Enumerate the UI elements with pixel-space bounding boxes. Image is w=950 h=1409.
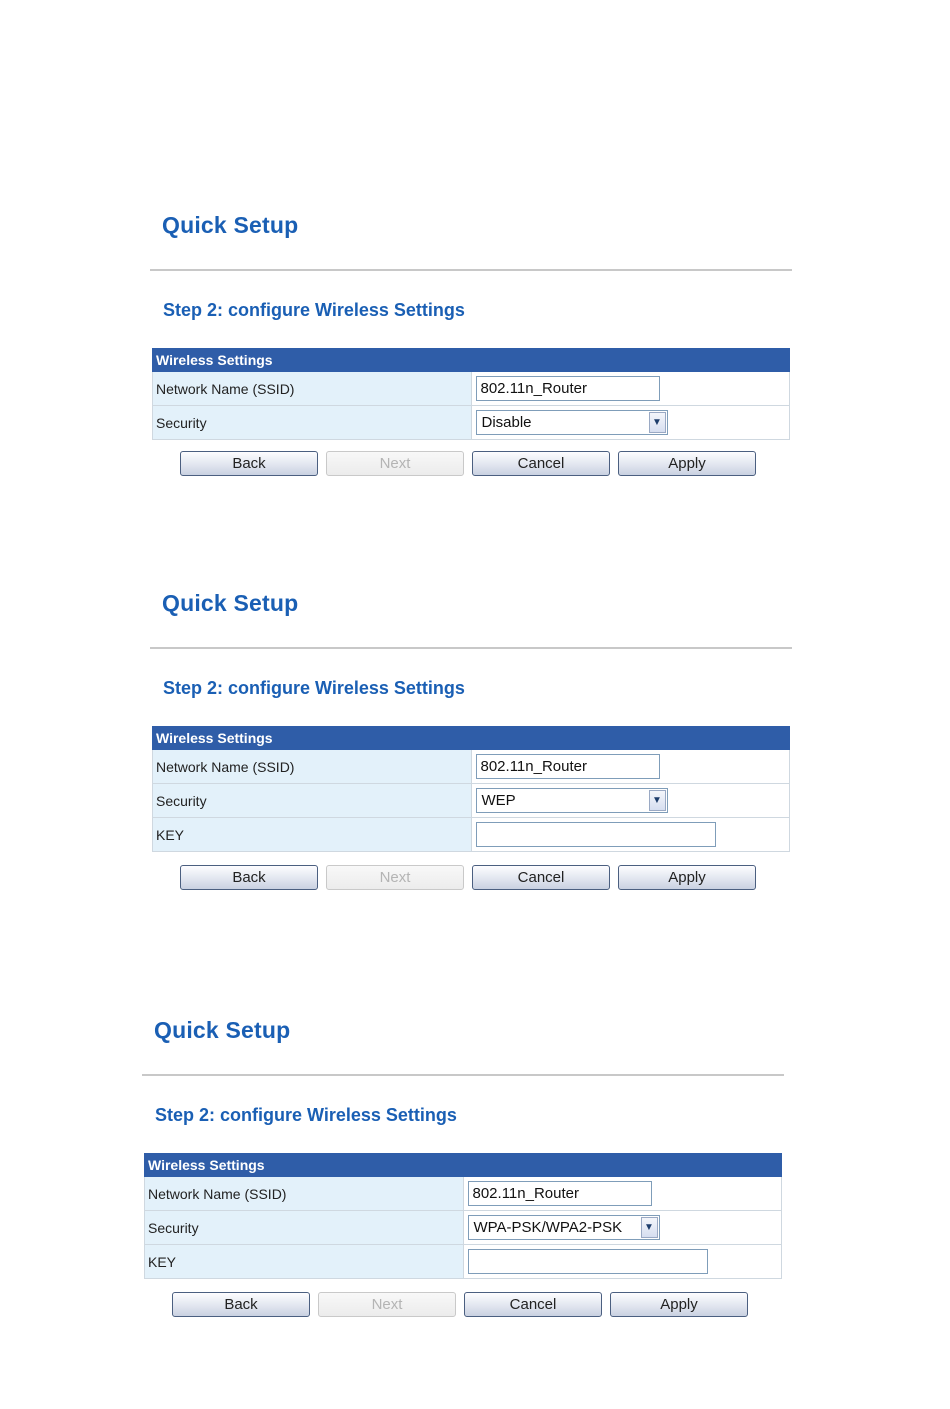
apply-button[interactable]: Apply [618, 451, 756, 476]
ssid-input[interactable]: 802.11n_Router [468, 1181, 652, 1206]
step-title: Step 2: configure Wireless Settings [155, 1105, 457, 1125]
wireless-settings-table [144, 1153, 782, 1279]
apply-button[interactable]: Apply [610, 1292, 748, 1317]
button-row [180, 865, 770, 891]
table-row [153, 372, 790, 406]
cancel-button[interactable]: Cancel [472, 451, 610, 476]
security-select[interactable] [468, 1215, 660, 1240]
table-row [153, 818, 790, 852]
security-select-value: Disable [481, 414, 532, 431]
wireless-settings-table [152, 348, 790, 440]
key-input[interactable] [468, 1249, 708, 1274]
security-select-value: WEP [481, 792, 516, 809]
table-header: Wireless Settings [153, 349, 790, 372]
ssid-input[interactable]: 802.11n_Router [476, 754, 660, 779]
table-row [145, 1211, 782, 1245]
back-button[interactable]: Back [180, 865, 318, 890]
ssid-label: Network Name (SSID) [145, 1177, 464, 1211]
table-header: Wireless Settings [145, 1154, 782, 1177]
divider [150, 269, 792, 271]
step-title: Step 2: configure Wireless Settings [163, 300, 465, 320]
table-row [153, 784, 790, 818]
chevron-down-icon[interactable]: ▼ [649, 412, 666, 433]
divider [150, 647, 792, 649]
apply-button[interactable]: Apply [618, 865, 756, 890]
back-button[interactable]: Back [180, 451, 318, 476]
security-select[interactable] [476, 410, 668, 435]
table-row [153, 750, 790, 784]
page-title: Quick Setup [154, 1017, 291, 1043]
cancel-button[interactable]: Cancel [464, 1292, 602, 1317]
table-row [145, 1245, 782, 1279]
table-row [153, 406, 790, 440]
table-row [145, 1177, 782, 1211]
ssid-input[interactable]: 802.11n_Router [476, 376, 660, 401]
back-button[interactable]: Back [172, 1292, 310, 1317]
next-button[interactable]: Next [326, 865, 464, 890]
step-title: Step 2: configure Wireless Settings [163, 678, 465, 698]
key-label: KEY [145, 1245, 464, 1279]
divider [142, 1074, 784, 1076]
button-row [180, 451, 770, 477]
security-select[interactable] [476, 788, 668, 813]
chevron-down-icon[interactable]: ▼ [649, 790, 666, 811]
security-select-value: WPA-PSK/WPA2-PSK [473, 1219, 623, 1236]
ssid-label: Network Name (SSID) [153, 372, 472, 406]
next-button[interactable]: Next [318, 1292, 456, 1317]
page-title: Quick Setup [162, 590, 299, 616]
security-label: Security [145, 1211, 464, 1245]
page-title: Quick Setup [162, 212, 299, 238]
security-label: Security [153, 406, 472, 440]
button-row [172, 1292, 762, 1318]
wireless-settings-table [152, 726, 790, 852]
next-button[interactable]: Next [326, 451, 464, 476]
cancel-button[interactable]: Cancel [472, 865, 610, 890]
security-label: Security [153, 784, 472, 818]
ssid-label: Network Name (SSID) [153, 750, 472, 784]
key-input[interactable] [476, 822, 716, 847]
chevron-down-icon[interactable]: ▼ [641, 1217, 658, 1238]
table-header: Wireless Settings [153, 727, 790, 750]
key-label: KEY [153, 818, 472, 852]
